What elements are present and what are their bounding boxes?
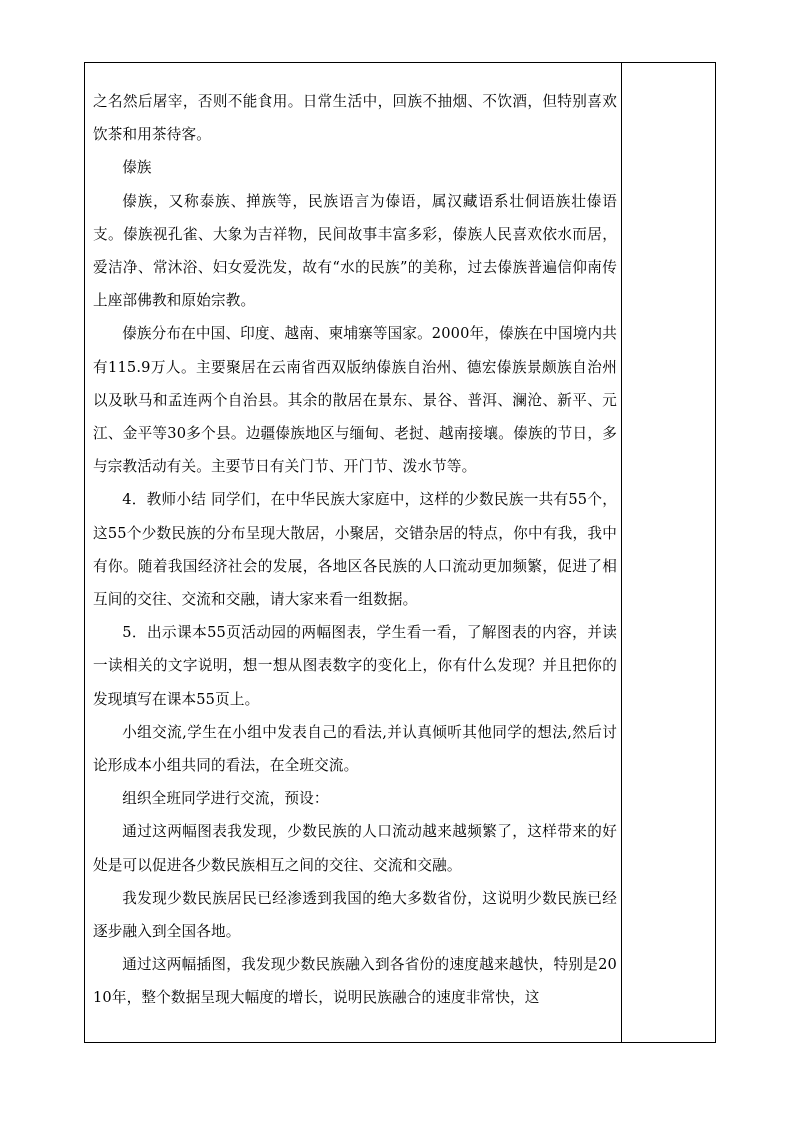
paragraph-show-charts: 5．出示课本55页活动园的两幅图表，学生看一看，了解图表的内容，并读一读相关的文字说明，想一想从图表数字的变化上，你有什么发现？并且把你的发现填写在课本55页上。 [93,624,617,708]
paragraph-dai-distribution: 傣族分布在中国、印度、越南、柬埔寨等国家。2000年，傣族在中国境内共有115.9万人。主要聚居在云南省西双版纳傣族自治州、德宏傣族景颇族自治州以及耿马和孟连两个自治县。其余的散居在景东、景谷、普洱、澜沧、新平、元江、金平等30多个县。边疆傣族地区与缅甸、老挝、越南接壤。傣族的节日，多与宗教活动有关。主要节日有关门节、开门节、泼水节等。 [93,325,617,476]
paragraph-class-exchange: 组织全班同学进行交流，预设： [122,790,329,808]
paragraph-finding-2: 我发现少数民族居民已经渗透到我国的绝大多数省份，这说明少数民族已经逐步融入到全国各地。 [93,889,617,941]
teaching-process-cell [93,85,617,1015]
paragraph-finding-3: 通过这两幅插图，我发现少数民族融入到各省份的速度越来越快，特别是2010年，整个数据呈现大幅度的增长，说明民族融合的速度非常快，这 [93,956,617,1007]
heading-dai: 傣族 [122,159,152,177]
paragraph-hui-customs: 之名然后屠宰，否则不能食用。日常生活中，回族不抽烟、不饮酒，但特别喜欢饮茶和用茶待客。 [93,93,617,144]
paragraph-dai-intro: 傣族，又称泰族、掸族等，民族语言为傣语，属汉藏语系壮侗语族壮傣语支。傣族视孔雀、大象为吉祥物，民间故事丰富多彩，傣族人民喜欢依水而居，爱洁净、常沐浴、妇女爱洗发，故有“水的民族”的美称，过去傣族普遍信仰南传上座部佛教和原始宗教。 [93,192,617,310]
lesson-plan-table [84,62,716,1043]
paragraph-finding-1: 通过这两幅图表我发现，少数民族的人口流动越来越频繁了，这样带来的好处是可以促进各少数民族相互之间的交往、交流和交融。 [93,823,617,874]
paragraph-teacher-summary: 4．教师小结 同学们，在中华民族大家庭中，这样的少数民族一共有55个，这55个少数民族的分布呈现大散居，小聚居，交错杂居的特点，你中有我，我中有你。随着我国经济社会的发展，各地区各民族的人口流动更加频繁，促进了相互间的交往、交流和交融，请大家来看一组数据。 [93,491,617,609]
notes-cell [622,63,715,1042]
paragraph-group-exchange: 小组交流,学生在小组中发表自己的看法,并认真倾听其他同学的想法,然后讨论形成本小组共同的看法，在全班交流。 [93,723,617,775]
